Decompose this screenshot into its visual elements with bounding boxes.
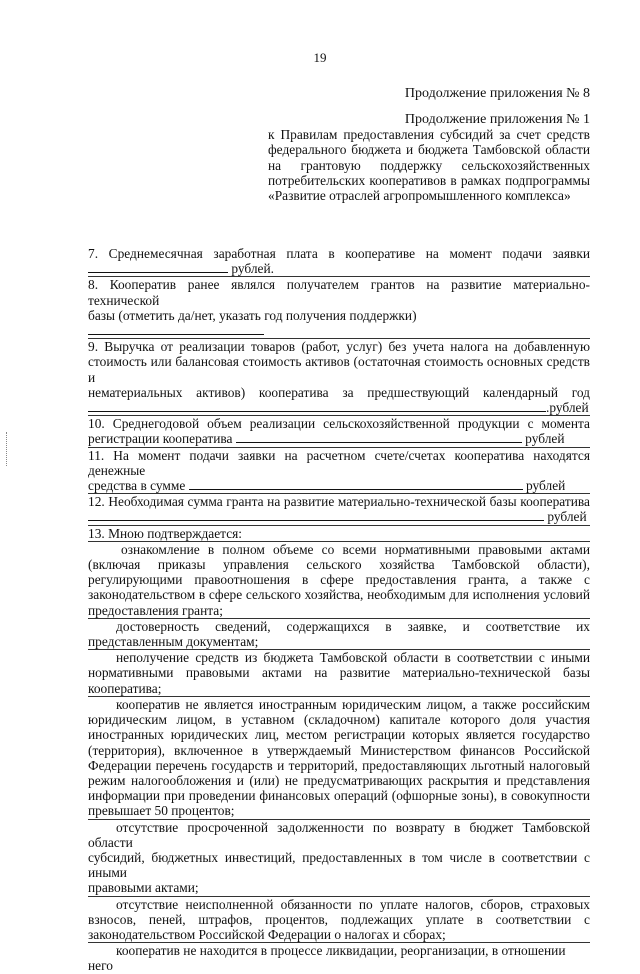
continuation-appendix-1: Продолжение приложения № 1 [404,112,590,127]
blank-field[interactable] [88,509,544,521]
confirmation-item [88,542,590,619]
confirmation-item [88,650,590,697]
item-11: 11. На момент подачи заявки на расчетном счете/счетах кооператива находятся денежные [88,447,590,478]
confirmation-line: отсутствие просроченной задолженности по возврату в бюджет Тамбовской области [88,819,590,850]
confirmation-item [88,897,590,944]
page-number: 19 [313,50,327,65]
confirmation-line: субсидий, бюджетных инвестиций, предоставленных в том числе в соответствии с иными [88,849,590,881]
confirmation-line: законодательством Российской Федерации о налогах и сборах; [88,926,446,942]
confirmation-line: отсутствие неисполненной обязанности по уплате налогов, сборов, страховых [116,896,590,912]
confirmation-line: Федерации перечень государств и территорий, предоставляющих льготный налоговый [88,757,590,773]
form-items [88,246,590,974]
confirmation-line: юридическим лицом, в уставном (складочном) капитале которого доля участия [88,712,590,728]
item-7: 7. Среднемесячная заработная плата в кооперативе на момент подачи заявки [88,246,590,261]
confirmations-list [88,542,590,974]
item-12-answer: рублей [88,509,590,524]
rules-line: потребительских кооперативов в рамках подпрограммы [268,172,590,188]
continuation-appendix-1-block [268,112,590,203]
confirmation-line: ознакомление в полном объеме со всеми нормативными правовыми актами [121,541,590,557]
confirmation-line: достоверность сведений, содержащихся в заявке, и соответствие их [116,618,590,634]
margin-mark [6,432,11,466]
confirmation-line: превышает 50 процентов; [88,803,235,819]
item-9: 9. Выручка от реализации товаров (работ, услуг) без учета налога на добавленную [88,339,590,355]
item-8: 8. Кооператив ранее являлся получателем грантов на развитие материально- технической [88,277,590,308]
item-10: 10. Среднегодовой объем реализации сельскохозяйственной продукции с момента [88,416,590,432]
item-10-answer: регистрации кооператива рублей [88,431,565,447]
rules-line: на грантовую поддержку сельскохозяйственных [268,157,590,173]
confirmation-line: представленным документам; [88,634,259,650]
confirmation-line: иностранных юридических лиц, местом регистрации которых является государство [88,727,590,743]
item-12: 12. Необходимая сумма гранта на развитие материально-технической базы кооператива [88,494,590,510]
confirmation-line: предоставления гранта; [88,602,223,618]
item-9-answer: .рублей [88,400,590,415]
item-11-answer: средства в сумме рублей [88,478,566,494]
confirmation-line: неполучение средств из бюджета Тамбовской области в соответствии с иными [116,650,590,666]
blank-field[interactable] [236,431,522,443]
continuation-appendix-8: Продолжение приложения № 8 [404,86,590,101]
confirmation-line: (территория), включенное в утверждаемый Министерством финансов Российской [88,742,590,758]
item-8-answer: базы (отметить да/нет, указать год получения поддержки) [88,308,590,338]
item-9-line: стоимость или балансовая стоимость активов (остаточная стоимость основных средств и [88,354,590,385]
confirmation-item [88,619,590,650]
confirmation-item [88,697,590,820]
blank-field[interactable] [88,261,228,273]
confirmation-line: кооператив не является иностранным юридическим лицом, а также российским [116,696,590,712]
rules-line: к Правилам предоставления субсидий за счет средств [268,127,590,143]
item-9-line: нематериальных активов) кооператива за предшествующий календарный год [88,384,590,400]
rules-line: федерального бюджета и бюджета Тамбовской области [268,142,590,158]
confirmation-line: правовыми актами; [88,880,199,896]
confirmation-line: регулирующими правоотношения в сфере предоставления гранта, а также с [88,572,590,588]
confirmation-line: (включая приказы управления сельского хозяйства Тамбовской области), [88,557,590,573]
confirmation-line: кооператива; [88,680,162,696]
confirmation-line: нормативными правовыми актами на развитие материально-технической базы [88,665,590,681]
confirmation-item [88,820,590,897]
confirmation-line: режим налогообложения и (или) не предусматривающих раскрытия и представления [88,772,590,788]
rules-line: «Развитие отраслей агропромышленного комплекса» [268,188,571,204]
blank-field[interactable] [189,478,523,490]
confirmation-line: кооператив не находится в процессе ликвидации, реорганизации, в отношении него [88,943,566,974]
blank-field[interactable] [88,400,546,412]
confirmation-line: взносов, пеней, штрафов, процентов, подлежащих уплате в соответствии с [88,911,590,927]
confirmation-item [88,943,590,973]
item-7-answer: рублей. [88,261,590,276]
confirmation-line: законодательством в сфере сельского хозяйства, необходимым для исполнения условий [88,587,590,603]
confirmation-line: информации при проведении финансовых операций (офшорные зоны), в совокупности [88,788,590,804]
item-13-title: 13. Мною подтверждается: [88,525,243,541]
blank-field[interactable] [88,323,264,335]
